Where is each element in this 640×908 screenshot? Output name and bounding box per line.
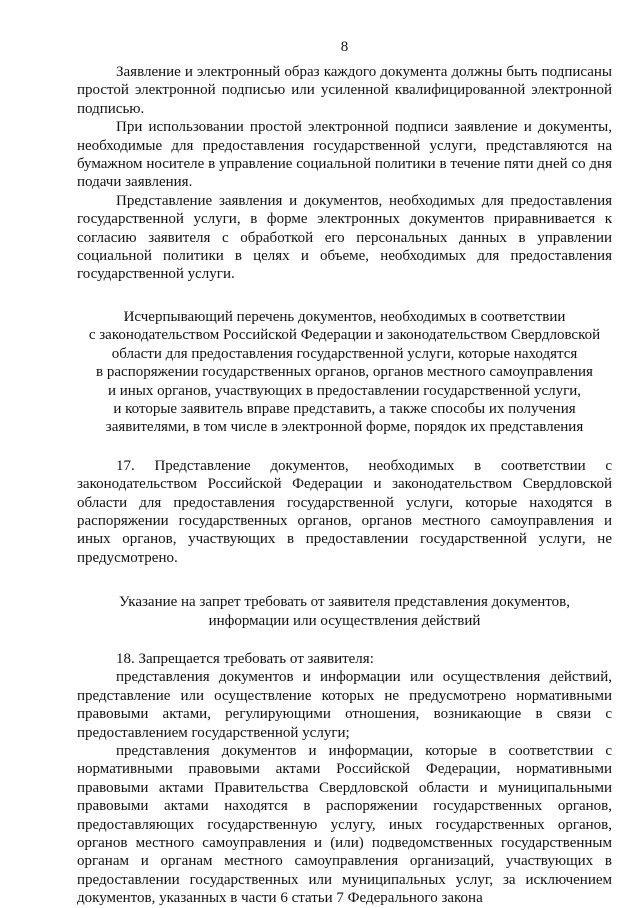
- heading-line: и которые заявитель вправе представить, а также способы их получения: [113, 400, 576, 417]
- paragraph-18-intro: 18. Запрещается требовать от заявителя:: [116, 650, 374, 667]
- heading-line: информации или осуществления действий: [208, 612, 481, 629]
- section-heading-prohibition: [77, 593, 612, 630]
- heading-line: Исчерпывающий перечень документов, необходимых в соответствии: [123, 308, 566, 325]
- heading-line: в распоряжении государственных органов, органов местного самоуправления: [96, 364, 593, 381]
- paragraph-personal-data-consent: Представление заявления и документов, необходимых для предоставления государственной услуги, в форме электронных документов приравнивается к согласию заявителя с обработкой его персональных данных в управлении социальной политики в целях и объеме, необходимых для предоставления государственной услуги.: [77, 192, 612, 283]
- heading-line: заявителями, в том числе в электронной форме, порядок их представления: [105, 419, 584, 436]
- heading-line: и иных органов, участвующих в предоставлении государственной услуги,: [107, 382, 582, 399]
- heading-line: области для предоставления государственной услуги, которые находятся: [111, 345, 578, 362]
- paragraph-signature-requirement: Заявление и электронный образ каждого документа должны быть подписаны простой электронной подписью или усиленной квалифицированной электронной подписью.: [77, 64, 612, 117]
- section-heading-documents-list: [77, 308, 612, 437]
- heading-line: Указание на запрет требовать от заявителя представления документов,: [118, 594, 571, 611]
- paragraph-18-item-2: представления документов и информации, которые в соответствии с нормативными правовыми актами Российской Федерации, нормативными правовыми актами Правительства Свердловской области и муниципальными правовыми актами находятся в распоряжении государственных органов, предоставляющих государственную услугу, иных государственных органов, органов местного самоуправления и (или) подведомственных государственным органам и органам местного самоуправления организаций, участвующих в предоставлении государственных или муниципальных услуг, за исключением документов, указанных в части 6 статьи 7 Федерального закона: [77, 743, 612, 907]
- paragraph-simple-signature-paper: При использовании простой электронной подписи заявление и документы, необходимые для предоставления государственной услуги, представляются на бумажном носителе в управление социальной политики в течение пяти дней со дня подачи заявления.: [77, 119, 612, 191]
- paragraph-18-item-1: представления документов и информации или осуществления действий, представление или осуществление которых не предусмотрено нормативными правовыми актами, регулирующими отношения, возникающие в связи с предоставлением государственной услуги;: [77, 669, 612, 741]
- page-number: 8: [340, 39, 349, 55]
- paragraph-17: 17. Представление документов, необходимых в соответствии с законодательством Российской Федерации и законодательством Свердловской области для предоставления государственной услуги, которые находятся в распоряжении государственных органов, органов местного самоуправления и иных органов, участвующих в предоставлении государственной услуги, не предусмотрено.: [77, 457, 612, 566]
- heading-line: с законодательством Российской Федерации и законодательством Свердловской: [88, 327, 601, 344]
